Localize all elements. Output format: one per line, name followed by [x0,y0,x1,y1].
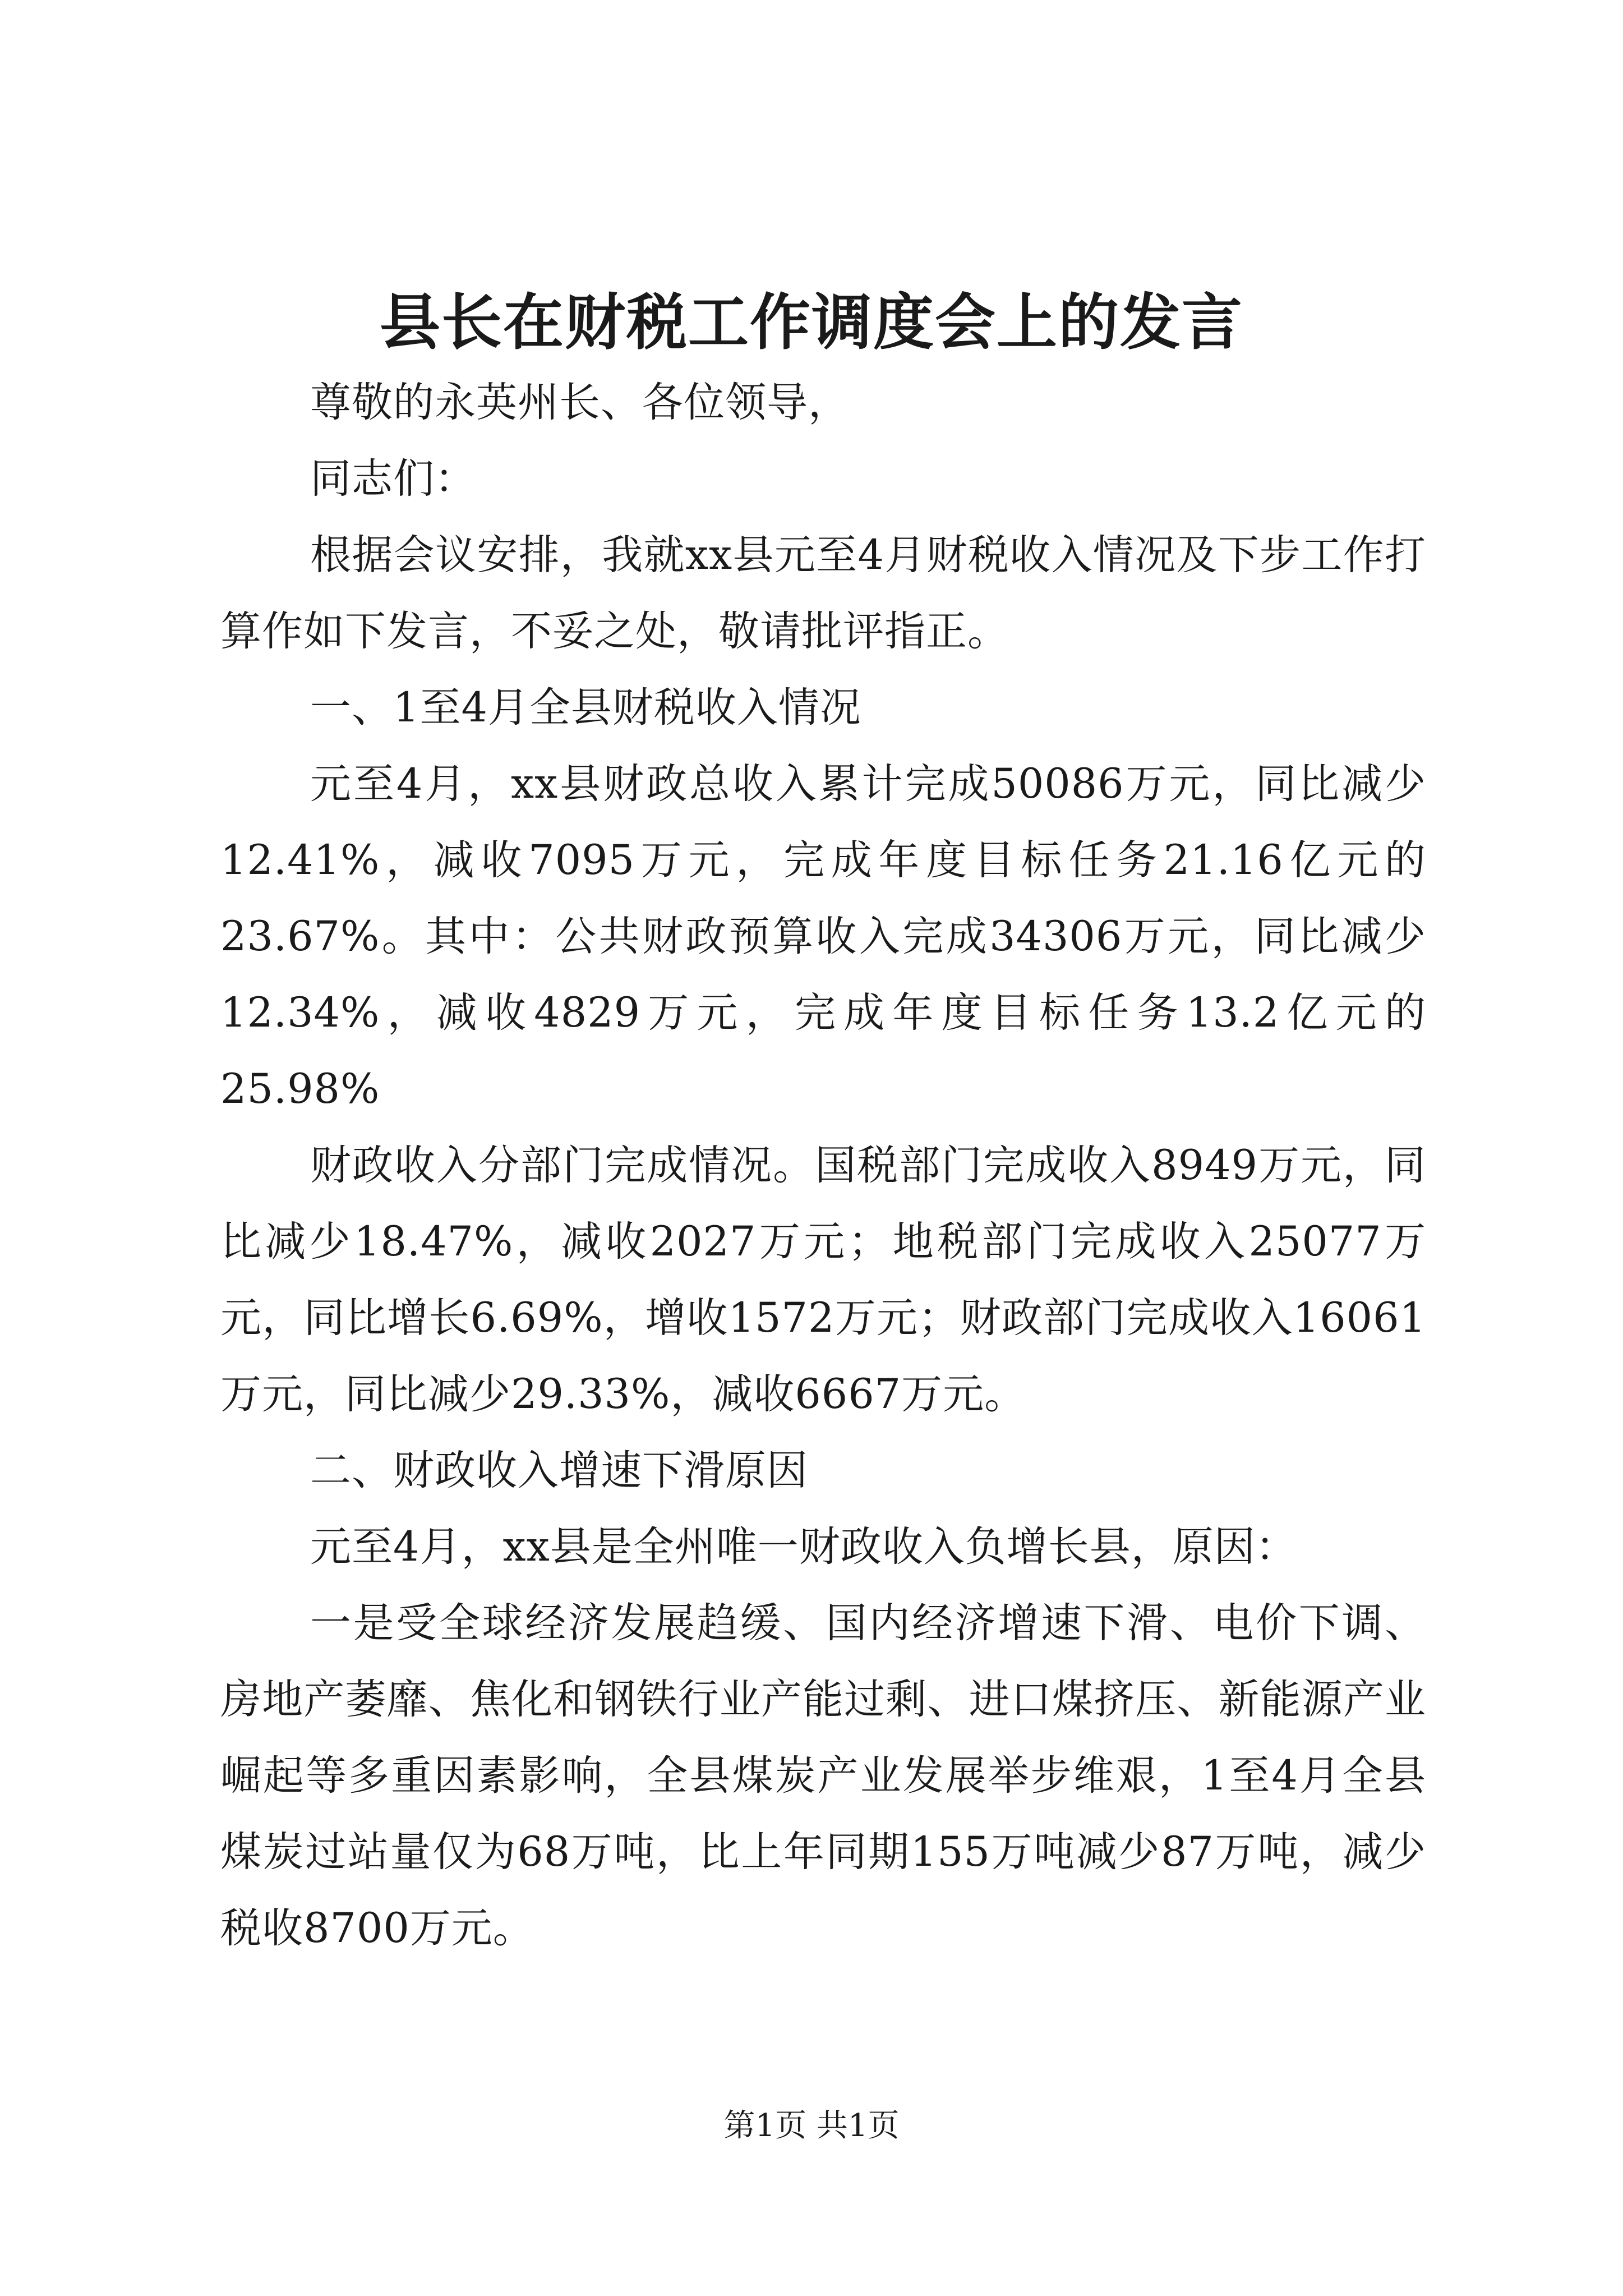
body-paragraph: 元至4月，xx县是全州唯一财政收入负增长县，原因： [310,1523,1297,1571]
body-paragraph: 根据会议安排，我就xx县元至4月财税收入情况及下步工作打算作如下发言，不妥之处，敬请批评指正。 [220,531,1426,655]
body-paragraph: 元至4月，xx县财政总收入累计完成50086万元，同比减少12.41%，减收7095万元，完成年度目标任务21.16亿元的23.67%。其中：公共财政预算收入完成34306万元，同比减少12.34%，减收4829万元，完成年度目标任务13.2亿元的25.98% [220,760,1426,1113]
salutation-line: 同志们： [310,455,476,503]
document-title: 县长在财税工作调度会上的发言 [379,287,1243,358]
page-footer: 第1页 共1页 [723,2108,900,2144]
section-heading: 二、财政收入增速下滑原因 [310,1447,808,1494]
salutation-line: 尊敬的永英州长、各位领导， [310,379,850,426]
section-heading: 一、1至4月全县财税收入情况 [310,684,861,731]
document-body [220,365,1426,1967]
body-paragraph: 财政收入分部门完成情况。国税部门完成收入8949万元，同比减少18.47%，减收2027万元；地税部门完成收入25077万元，同比增长6.69%，增收1572万元；财政部门完成收入16061万元，同比减少29.33%，减收6667万元。 [220,1142,1426,1418]
body-paragraph: 一是受全球经济发展趋缓、国内经济增速下滑、电价下调、房地产萎靡、焦化和钢铁行业产能过剩、进口煤挤压、新能源产业崛起等多重因素影响，全县煤炭产业发展举步维艰，1至4月全县煤炭过站量仅为68万吨，比上年同期155万吨减少87万吨，减少税收8700万元。 [220,1599,1426,1952]
